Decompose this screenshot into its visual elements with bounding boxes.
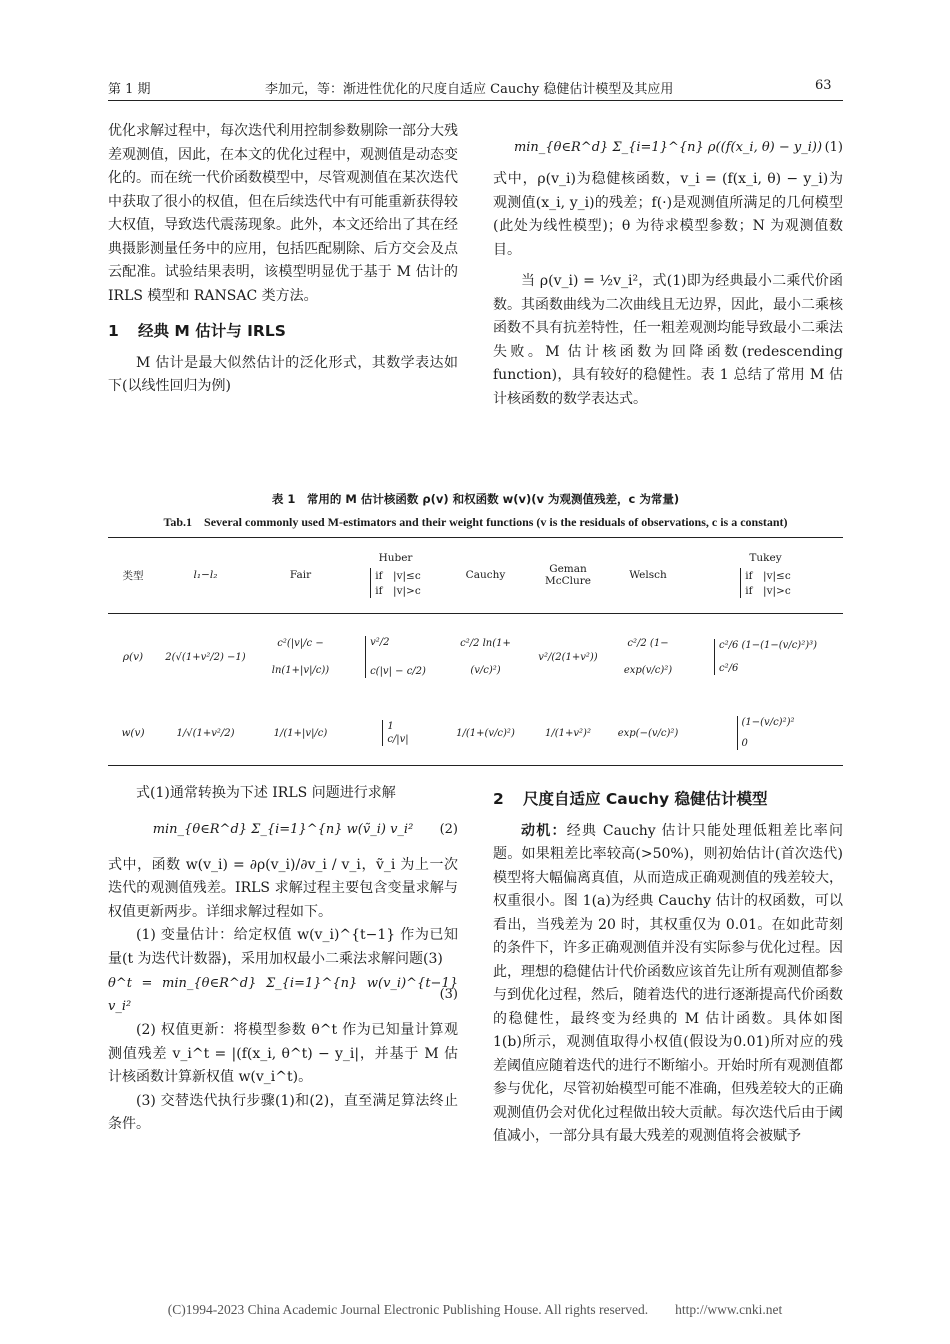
rho-geman: v²/(2(1+v²)) — [538, 651, 598, 663]
rho-tukey-cases — [714, 639, 817, 675]
header-tukey-name: Tukey — [749, 552, 782, 564]
rho-welsch-line1: c²/2 (1− — [627, 638, 669, 649]
rho-cauchy-line1: c²/2 ln(1+ — [460, 638, 511, 649]
section-number: 1 — [108, 322, 119, 340]
w-geman: 1/(1+v²)² — [545, 727, 591, 739]
left-column-bottom — [108, 782, 458, 1137]
header-tukey — [688, 537, 843, 613]
paragraph-body: 经典 Cauchy 估计只能处理低粗差比率问题。如果粗差比率较高(>50%)，则初始估计(首次迭代)模型将大幅偏离真值，从而造成正确观测值的残差较大，权重很小。图 1(a)为经典 Cauchy 估计的权函数，可以看出，当残差为 20 时，其权重仅为 0.01。在如此苛刻的条件下，许多正确观测值并没有实际参与优化过程。因此，理想的稳健估计代价函数应该首先让所有观测值都参与到优化过程，然后，随着迭代的进行逐渐提高代价函数的稳健性，最终变为经典的 M 估计函数。具体如图 1(b)所示，观测值取得小权值(假设为0.01)所对应的残差阈值应随着迭代的进行不断缩小。开始时所有观测值都参与优化，尽管初始模型可能不准确，但残差较大的正确观测值仍会对优化过程做出较大贡献。每次迭代后由于阈值减小，一部分具有最大残差的观测值将会被赋予 — [493, 822, 844, 1144]
header-welsch: Welsch — [629, 569, 667, 581]
equation-body: min_{θ∈R^d} Σ_{i=1}^{n} ρ((f(x_i, θ) − y_i)) — [513, 140, 823, 156]
paragraph: (3) 交替迭代执行步骤(1)和(2)，直至满足算法终止条件。 — [108, 1092, 458, 1132]
rho-cauchy — [443, 613, 528, 701]
rho-cauchy-line2: (v/c)²) — [470, 665, 501, 676]
w-l1l2: 1/√(1+v²/2) — [176, 727, 235, 739]
row-label-rho: ρ(v) — [122, 651, 144, 663]
paragraph: 式中，ρ(v_i)为稳健核函数，v_i = (f(x_i, θ) − y_i)为观测值(x_i, y_i)的残差；f(·)是观测值所满足的几何模型(此处为线性模型)；θ 为待求模型参数；N 为观测值数目。 — [493, 171, 843, 258]
paragraph — [493, 820, 843, 1149]
w-tukey-cases — [737, 716, 795, 750]
header-l1l2: l₁−l₂ — [193, 569, 218, 581]
rho-huber — [348, 613, 443, 701]
header-page-number: 63 — [815, 78, 832, 93]
rho-l1l2: 2(√(1+v²/2) −1) — [165, 651, 246, 663]
m-estimator-table — [108, 537, 843, 765]
header-type: 类型 — [122, 569, 144, 582]
rho-welsch-line2: exp(v/c)²) — [623, 665, 673, 676]
rho-huber-cases — [365, 636, 426, 678]
huber-case-1: if |v|≤c — [375, 570, 421, 582]
rho-fair — [253, 613, 348, 701]
left-column-top — [108, 120, 458, 399]
header-title: 李加元，等：渐进性优化的尺度自适应 Cauchy 稳健估计模型及其应用 — [265, 82, 674, 97]
rho-huber-line1: v²/2 — [370, 637, 390, 648]
paragraph: M 估计是最大似然估计的泛化形式，其数学表达如下(以线性回归为例) — [108, 354, 458, 394]
tukey-case-2: if |v|>c — [745, 585, 791, 597]
header-huber-name: Huber — [378, 552, 413, 564]
tukey-case-1: if |v|≤c — [745, 570, 791, 582]
rho-huber-line2: c(|v| − c/2) — [370, 666, 426, 677]
section-number: 2 — [493, 790, 504, 808]
rho-tukey-line1: c²/6 (1−(1−(v/c)²)³) — [718, 640, 818, 651]
header-geman-2: McClure — [544, 575, 592, 587]
rho-tukey — [688, 613, 843, 701]
w-tukey-line1: (1−(v/c)²)² — [741, 717, 795, 728]
huber-cases — [370, 568, 420, 598]
right-column-top — [493, 130, 843, 411]
section-heading-1 — [108, 320, 458, 344]
equation-2 — [108, 812, 458, 848]
paragraph: (2) 权值更新：将模型参数 θ^t 作为已知量计算观测值残差 v_i^t = |(f(x_i, θ^t) − y_i|，并基于 M 估计核函数计算新权值 w(v_i^t)。 — [108, 1022, 458, 1085]
w-welsch: exp(−(v/c)²) — [617, 727, 679, 739]
header-fair: Fair — [289, 569, 312, 581]
w-tukey — [688, 701, 843, 765]
header-issue: 第 1 期 — [108, 82, 151, 97]
section-heading-2 — [493, 788, 843, 812]
table-caption-cn: 表 1 常用的 M 估计核函数 ρ(v) 和权函数 w(v)(v 为观测值残差，c 为常量) — [271, 492, 680, 506]
header-huber — [348, 537, 443, 613]
w-fair: 1/(1+|v|/c) — [273, 727, 328, 739]
paragraph: 当 ρ(v_i) = ½v_i²，式(1)即为经典最小二乘代价函数。其函数曲线为二次曲线且无边界，因此，最小二乘核函数不具有抗差特性，任一粗差观测均能导致最小二乘法失败。M 估计核函数为回降函数(redescending function)，具有较好的稳健性。表 1 总结了常用 M 估计核函数的数学表达式。 — [493, 273, 843, 407]
equation-number: (3) — [439, 987, 458, 1003]
rho-fair-line1: c²(|v|/c − — [277, 638, 324, 649]
equation-3 — [108, 977, 458, 1013]
table-bottom-rule — [108, 765, 843, 766]
w-huber — [348, 701, 443, 765]
paragraph: (1) 变量估计：给定权值 w(v_i)^{t−1} 作为已知量(t 为迭代计数器)，采用加权最小二乘法求解问题(3) — [108, 927, 458, 967]
w-huber-line2: c/|v| — [387, 734, 409, 745]
paragraph-lead: 动机： — [521, 822, 567, 839]
equation-body: θ^t = min_{θ∈R^d} Σ_{i=1}^{n} w(v_i)^{t−1} v_i² — [108, 975, 458, 1014]
equation-1 — [493, 130, 843, 166]
section-title: 经典 M 估计与 IRLS — [138, 322, 286, 340]
rho-tukey-line2: c²/6 — [718, 663, 739, 674]
section-title: 尺度自适应 Cauchy 稳健估计模型 — [523, 790, 768, 808]
right-column-bottom — [493, 782, 843, 1149]
row-label-w: w(v) — [121, 727, 145, 739]
w-cauchy: 1/(1+(v/c)²) — [456, 727, 515, 739]
header-geman — [528, 537, 608, 613]
paragraph: 优化求解过程中，每次迭代利用控制参数剔除一部分大残差观测值，因此，在本文的优化过程中，观测值是动态变化的。而在统一代价函数模型中，尽管观测值在某次迭代中获取了很小的权值，但在后续迭代中有可能重新获得较大权值，导致迭代震荡现象。此外，本文还给出了其在经典摄影测量任务中的应用，包括匹配剔除、后方交会及点云配准。试验结果表明，该模型明显优于基于 M 估计的 IRLS 模型和 RANSAC 类方法。 — [108, 123, 458, 304]
copyright-footer: (C)1994-2023 China Academic Journal Electronic Publishing House. All rights reserved. http://www.cnki.net — [167, 1302, 783, 1317]
paragraph: 式中，函数 w(v_i) = ∂ρ(v_i)/∂v_i / v_i，ṽ_i 为上一次迭代的观测值残差。IRLS 求解过程主要包含变量求解与权值更新两步。详细求解过程如下。 — [108, 856, 458, 920]
huber-case-2: if |v|>c — [375, 585, 421, 597]
table-caption-en: Tab.1 Several commonly used M-estimators and their weight functions (v is the residuals of observations, c is a constant) — [163, 515, 788, 529]
w-huber-cases — [382, 720, 408, 746]
tukey-cases — [740, 568, 790, 598]
table-header-row — [108, 537, 843, 613]
header-rule — [108, 100, 843, 101]
table-row-weight — [108, 701, 843, 765]
paragraph: 式(1)通常转换为下述 IRLS 问题进行求解 — [136, 785, 396, 801]
header-cauchy: Cauchy — [465, 569, 506, 581]
header-geman-1: Geman — [549, 563, 587, 575]
equation-body: min_{θ∈R^d} Σ_{i=1}^{n} w(ṽ_i) v_i² — [152, 821, 414, 837]
equation-number: (2) — [439, 821, 458, 837]
equation-number: (1) — [824, 140, 843, 156]
rho-fair-line2: ln(1+|v|/c)) — [271, 665, 330, 676]
rho-welsch — [608, 613, 688, 701]
table-row-rho — [108, 613, 843, 701]
w-tukey-line2: 0 — [741, 738, 748, 749]
w-huber-line1: 1 — [387, 721, 394, 732]
